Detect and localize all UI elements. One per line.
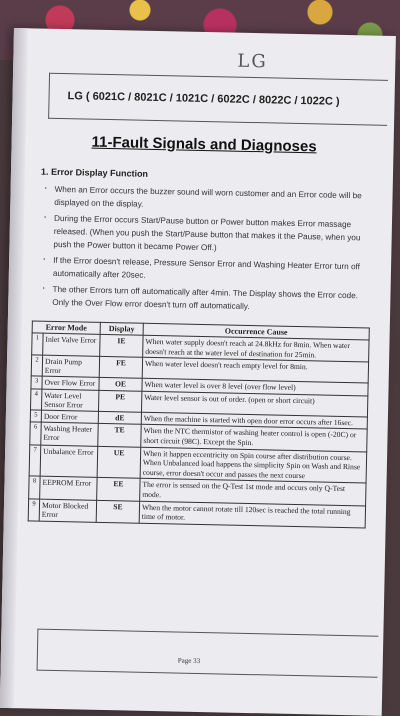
col-header-cause: Occurrence Cause bbox=[143, 323, 369, 340]
bullet-item: . When an Error occurs the buzzer sound will worn customer and an Error code will be displayed on the display. bbox=[42, 183, 372, 216]
col-header-mode: Error Mode bbox=[32, 321, 100, 334]
row-number: 6 bbox=[30, 422, 41, 444]
error-mode: Unbalance Error bbox=[40, 445, 98, 478]
occurrence-cause: Water level sensor is out of order. (open or short circuit) bbox=[141, 391, 367, 417]
model-header: LG ( 6021C / 8021C / 1021C / 6022C / 8022C / 1022C ) bbox=[67, 90, 340, 108]
footer-box bbox=[37, 629, 379, 678]
error-mode: Motor Blocked Error bbox=[39, 499, 96, 522]
row-number: 8 bbox=[29, 476, 40, 498]
row-number: 7 bbox=[29, 444, 41, 476]
header-box bbox=[48, 73, 388, 126]
display-code: dE bbox=[98, 411, 141, 424]
bullet-item: . The other Errors turn off automatically after 4min. The Display shows the Error code. Only the Over Flow error doesn't turn off automatically. bbox=[40, 283, 370, 316]
display-code: EE bbox=[97, 478, 140, 501]
error-mode: Washing Heater Error bbox=[41, 423, 98, 446]
bullet-item: . During the Error occurs Start/Pause button or Power button makes Error massage released. (When you push the Start/Pause button that makes it the Pause, when you push the Power button it became Power Off.) bbox=[41, 212, 372, 258]
row-number: 4 bbox=[31, 389, 42, 410]
col-header-display: Display bbox=[100, 322, 143, 335]
bullet-item: . If the Error doesn't release, Pressure Sensor Error and Washing Heater Error turn off automatically after 20sec. bbox=[41, 254, 371, 287]
display-code: PE bbox=[98, 390, 141, 412]
row-number: 2 bbox=[31, 355, 42, 376]
error-mode: Inlet Valve Error bbox=[43, 333, 100, 356]
display-code: FE bbox=[99, 357, 142, 379]
row-number: 9 bbox=[28, 498, 39, 520]
error-mode: Water Level Sensor Error bbox=[42, 389, 99, 411]
occurrence-cause: When it happen eccentricity on Spin course after distribution course. When Unbalanced load happens the simplicity Spin on Wash and Rinse course, error doesn't occur and passes the next course bbox=[140, 447, 367, 484]
occurrence-cause: When the machine is started with open door error occurs after 16sec. bbox=[141, 412, 367, 429]
display-code: OE bbox=[99, 378, 142, 391]
error-mode: Door Error bbox=[41, 410, 98, 424]
display-code: TE bbox=[98, 424, 141, 447]
error-mode: EEPROM Error bbox=[40, 476, 97, 499]
manual-page bbox=[0, 28, 396, 716]
row-number: 5 bbox=[30, 410, 41, 423]
occurrence-cause: When the NTC thermistor of washing heater control is open (-20C) or short circuit (98C). Except the Spin. bbox=[141, 425, 367, 452]
occurrence-cause: When water level doesn't reach empty level for 8min. bbox=[142, 357, 368, 383]
row-number: 3 bbox=[31, 376, 42, 389]
bullet-list bbox=[40, 183, 373, 319]
error-mode: Drain Pump Error bbox=[42, 355, 99, 377]
error-mode: Over Flow Error bbox=[42, 376, 99, 390]
section-title: 11-Fault Signals and Diagnoses bbox=[91, 133, 317, 156]
occurrence-cause: When water supply doesn't reach at 24.8kHz for 8min. When water doesn't reach at the water level of destination for 25min. bbox=[143, 335, 369, 362]
occurrence-cause: When water level is over 8 level (over flow level) bbox=[142, 378, 368, 395]
display-code: IE bbox=[100, 334, 143, 357]
display-code: UE bbox=[97, 446, 141, 479]
display-code: SE bbox=[96, 500, 139, 523]
occurrence-cause: When the motor cannot rotate till 120sec is reached the total running time of motor. bbox=[139, 501, 365, 528]
handwritten-note: LG bbox=[237, 50, 268, 73]
row-number: 1 bbox=[32, 333, 43, 355]
error-display-heading: 1. Error Display Function bbox=[40, 166, 149, 179]
page-spine bbox=[0, 28, 28, 708]
fault-table bbox=[28, 320, 370, 528]
occurrence-cause: The error is sensed on the Q-Test 1st mode and occurs only Q-Test mode. bbox=[140, 479, 366, 506]
page-number: Page 33 bbox=[177, 656, 201, 666]
